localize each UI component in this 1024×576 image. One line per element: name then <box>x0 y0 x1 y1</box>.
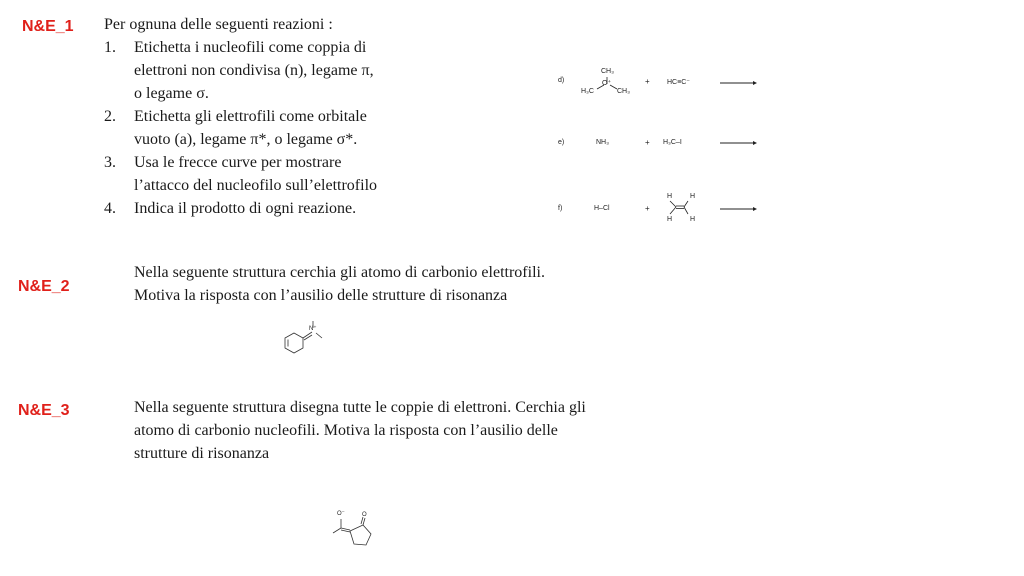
reaction-tag: e) <box>558 139 565 146</box>
step-number: 2. <box>104 108 116 125</box>
reaction-tag: f) <box>558 205 563 212</box>
section-3-line-3: strutture di risonanza <box>134 445 270 462</box>
hydrogen-chloride: H–Cl <box>594 205 610 212</box>
methyl-iodide: H₃C–I <box>663 139 682 146</box>
ammonia: NH₃ <box>596 139 609 146</box>
step-text-line: Etichetta gli elettrofili come orbitale <box>134 108 367 125</box>
section-2-line-2: Motiva la risposta con l’ausilio delle strutture di risonanza <box>134 287 508 304</box>
step-text-line: vuoto (a), legame π*, o legame σ*. <box>134 131 358 148</box>
section-2-line-1: Nella seguente struttura cerchia gli atomo di carbonio elettrofili. <box>134 264 545 281</box>
section-3-label: N&E_3 <box>18 402 70 419</box>
reaction-arrow <box>720 79 760 89</box>
step-text-line: elettroni non condivisa (n), legame π, <box>134 62 374 79</box>
ketone-oxygen: O <box>362 512 367 518</box>
section-3-line-1: Nella seguente struttura disegna tutte le coppie di elettroni. Cerchia gli <box>134 399 586 416</box>
reaction-tag: d) <box>558 77 565 84</box>
methyl-left: H₃C <box>581 88 594 95</box>
step-text-line: Etichetta i nucleofili come coppia di <box>134 39 367 56</box>
step-number: 1. <box>104 39 116 56</box>
ethylene-h: H <box>667 216 673 223</box>
ethylene-bonds <box>664 196 700 220</box>
step-text-line: Indica il prodotto di ogni reazione. <box>134 200 357 217</box>
ethylene-h: H <box>690 216 696 223</box>
ethylene-h: H <box>690 193 696 200</box>
ethylene-h: H <box>667 193 673 200</box>
step-number: 3. <box>104 154 116 171</box>
plus-sign: + <box>645 77 650 86</box>
iminium-structure <box>282 318 330 356</box>
step-text-line: o legame σ. <box>134 85 209 102</box>
oxonium-atom: O⁺ <box>602 80 612 87</box>
step-text-line: l’attacco del nucleofilo sull’elettrofilo <box>134 177 378 194</box>
step-text-line: Usa le frecce curve per mostrare <box>134 154 342 171</box>
section-1-label: N&E_1 <box>22 18 74 35</box>
section-1-intro: Per ognuna delle seguenti reazioni : <box>104 16 333 33</box>
section-2-label: N&E_2 <box>18 278 70 295</box>
acetylide: HC≡C⁻ <box>667 79 690 86</box>
enolate-structure <box>328 510 378 550</box>
plus-sign: + <box>645 138 650 147</box>
enolate-oxygen: O⁻ <box>337 511 345 517</box>
methyl-right: CH₃ <box>617 88 630 95</box>
step-number: 4. <box>104 200 116 217</box>
plus-sign: + <box>645 204 650 213</box>
section-3-line-2: atomo di carbonio nucleofili. Motiva la risposta con l’ausilio delle <box>134 422 558 439</box>
reaction-arrow <box>720 139 760 149</box>
iminium-atom: N⁺ <box>309 326 317 332</box>
methyl-top: CH₃ <box>601 68 614 75</box>
reaction-arrow <box>720 205 760 215</box>
